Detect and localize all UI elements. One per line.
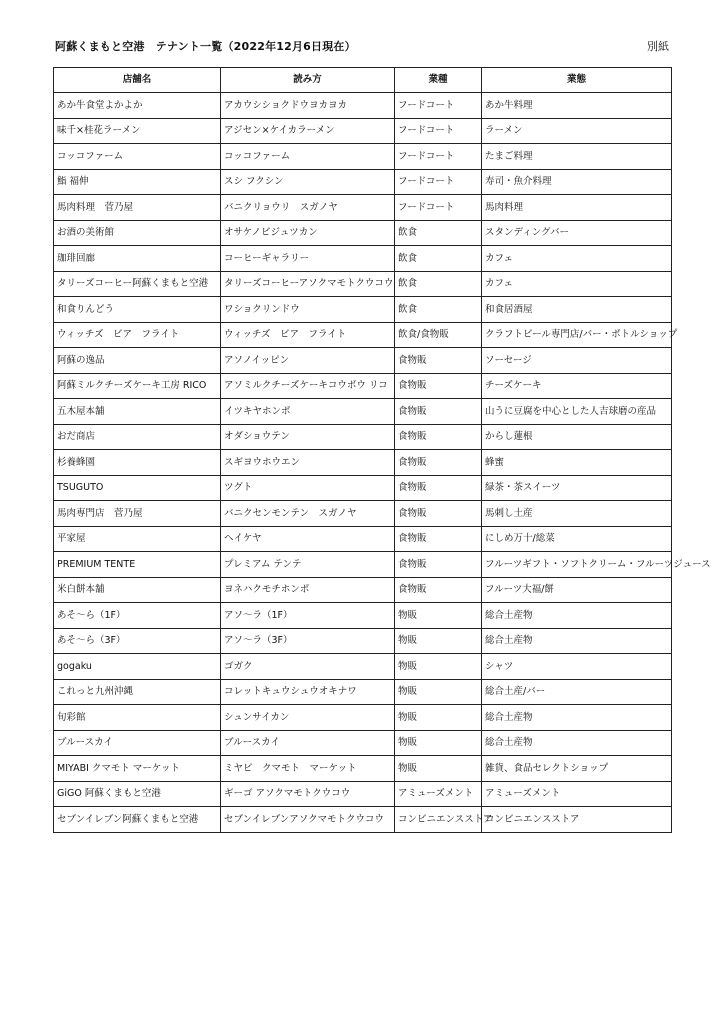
industry-cell: 食物販 xyxy=(395,348,482,374)
business-type-cell: 総合土産/バー xyxy=(482,679,672,705)
table-row xyxy=(54,93,672,119)
table-row xyxy=(54,654,672,680)
business-type-cell: チーズケーキ xyxy=(482,373,672,399)
table-row xyxy=(54,628,672,654)
store-name-cell: セブンイレブン阿蘇くまもと空港 xyxy=(54,807,221,833)
store-name-cell: コッコファーム xyxy=(54,144,221,170)
store-name-cell: gogaku xyxy=(54,654,221,680)
store-name-cell: あか牛食堂よかよか xyxy=(54,93,221,119)
business-type-cell: 総合土産物 xyxy=(482,730,672,756)
reading-cell: ヨネハクモチホンポ xyxy=(221,577,395,603)
business-type-cell: アミューズメント xyxy=(482,781,672,807)
reading-cell: スギヨウホウエン xyxy=(221,450,395,476)
industry-cell: 物販 xyxy=(395,654,482,680)
reading-cell: ゴガク xyxy=(221,654,395,680)
reading-cell: タリーズコーヒーアソクマモトクウコウ xyxy=(221,271,395,297)
table-row xyxy=(54,501,672,527)
industry-cell: 飲食 xyxy=(395,220,482,246)
business-type-cell: からし蓮根 xyxy=(482,424,672,450)
table-row xyxy=(54,756,672,782)
industry-cell: 飲食 xyxy=(395,297,482,323)
business-type-cell: カフェ xyxy=(482,246,672,272)
industry-cell: フードコート xyxy=(395,118,482,144)
business-type-cell: フルーツ大福/餅 xyxy=(482,577,672,603)
industry-cell: 飲食/食物販 xyxy=(395,322,482,348)
reading-cell: ウィッチズ ビア フライト xyxy=(221,322,395,348)
table-row xyxy=(54,450,672,476)
table-row xyxy=(54,195,672,221)
business-type-cell: シャツ xyxy=(482,654,672,680)
table-row xyxy=(54,144,672,170)
reading-cell: シュンサイカン xyxy=(221,705,395,731)
industry-cell: 飲食 xyxy=(395,271,482,297)
tenant-table xyxy=(53,67,711,833)
industry-cell: フードコート xyxy=(395,195,482,221)
table-row xyxy=(54,348,672,374)
store-name-cell: 旬彩館 xyxy=(54,705,221,731)
store-name-cell: PREMIUM TENTE xyxy=(54,552,221,578)
reading-cell: ツグト xyxy=(221,475,395,501)
reading-cell: コーヒーギャラリー xyxy=(221,246,395,272)
store-name-cell: あそ～ら（3F） xyxy=(54,628,221,654)
attachment-note: 別紙 xyxy=(647,40,669,53)
store-name-cell: ブルースカイ xyxy=(54,730,221,756)
reading-cell: ギーゴ アソクマモトクウコウ xyxy=(221,781,395,807)
reading-cell: オサケノビジュツカン xyxy=(221,220,395,246)
reading-cell: コレットキュウシュウオキナワ xyxy=(221,679,395,705)
reading-cell: ワショクリンドウ xyxy=(221,297,395,323)
reading-cell: アカウシショクドウヨカヨカ xyxy=(221,93,395,119)
business-type-cell: 山うに豆腐を中心とした人吉球磨の産品 xyxy=(482,399,672,425)
business-type-cell: コンビニエンスストア xyxy=(482,807,672,833)
table-row xyxy=(54,424,672,450)
reading-cell: アソ～ラ（1F） xyxy=(221,603,395,629)
reading-cell: バニクセンモンテン スガノヤ xyxy=(221,501,395,527)
document-title: 阿蘇くまもと空港 テナント一覧（2022年12月6日現在） xyxy=(55,40,356,53)
reading-cell: ミヤビ クマモト マーケット xyxy=(221,756,395,782)
industry-cell: 食物販 xyxy=(395,424,482,450)
table-row xyxy=(54,475,672,501)
table-row xyxy=(54,373,672,399)
store-name-cell: MIYABI クマモト マーケット xyxy=(54,756,221,782)
business-type-cell: 雑貨、食品セレクトショップ xyxy=(482,756,672,782)
table-row xyxy=(54,577,672,603)
reading-cell: アソ～ラ（3F） xyxy=(221,628,395,654)
header-industry: 業種 xyxy=(395,68,482,93)
business-type-cell: にしめ万十/総菜 xyxy=(482,526,672,552)
table-row xyxy=(54,807,672,833)
industry-cell: 物販 xyxy=(395,603,482,629)
industry-cell: アミューズメント xyxy=(395,781,482,807)
table-header-row xyxy=(54,68,672,93)
industry-cell: 食物販 xyxy=(395,450,482,476)
store-name-cell: 馬肉専門店 菅乃屋 xyxy=(54,501,221,527)
store-name-cell: TSUGUTO xyxy=(54,475,221,501)
industry-cell: フードコート xyxy=(395,93,482,119)
table-row xyxy=(54,271,672,297)
industry-cell: 食物販 xyxy=(395,577,482,603)
store-name-cell: 和食りんどう xyxy=(54,297,221,323)
reading-cell: セブンイレブンアソクマモトクウコウ xyxy=(221,807,395,833)
table-row xyxy=(54,781,672,807)
store-name-cell: 鮨 福伸 xyxy=(54,169,221,195)
reading-cell: プレミアム テンテ xyxy=(221,552,395,578)
business-type-cell: フルーツギフト・ソフトクリーム・フルーツジュース xyxy=(482,552,672,578)
reading-cell: バニクリョウリ スガノヤ xyxy=(221,195,395,221)
business-type-cell: 馬刺し土産 xyxy=(482,501,672,527)
industry-cell: 食物販 xyxy=(395,373,482,399)
store-name-cell: ウィッチズ ビア フライト xyxy=(54,322,221,348)
industry-cell: 物販 xyxy=(395,628,482,654)
industry-cell: 食物販 xyxy=(395,552,482,578)
industry-cell: 物販 xyxy=(395,679,482,705)
business-type-cell: 馬肉料理 xyxy=(482,195,672,221)
table-row xyxy=(54,118,672,144)
table-row xyxy=(54,169,672,195)
table-row xyxy=(54,220,672,246)
tenant-rows xyxy=(54,93,711,833)
store-name-cell: 阿蘇ミルクチーズケーキ工房 RICO xyxy=(54,373,221,399)
store-name-cell: 珈琲回廊 xyxy=(54,246,221,272)
industry-cell: コンビニエンスストア xyxy=(395,807,482,833)
reading-cell: アソミルクチーズケーキコウボウ リコ xyxy=(221,373,395,399)
business-type-cell: 総合土産物 xyxy=(482,705,672,731)
industry-cell: 食物販 xyxy=(395,475,482,501)
store-name-cell: お酒の美術館 xyxy=(54,220,221,246)
table-row xyxy=(54,552,672,578)
table-row xyxy=(54,705,672,731)
industry-cell: フードコート xyxy=(395,169,482,195)
store-name-cell: おだ商店 xyxy=(54,424,221,450)
table-row xyxy=(54,246,672,272)
store-name-cell: 味千×桂花ラーメン xyxy=(54,118,221,144)
store-name-cell: タリーズコーヒー阿蘇くまもと空港 xyxy=(54,271,221,297)
industry-cell: 飲食 xyxy=(395,246,482,272)
business-type-cell: たまご料理 xyxy=(482,144,672,170)
business-type-cell: 緑茶・茶スイーツ xyxy=(482,475,672,501)
business-type-cell: ラーメン xyxy=(482,118,672,144)
header-reading: 読み方 xyxy=(221,68,395,93)
business-type-cell: クラフトビール専門店/バー・ボトルショップ xyxy=(482,322,672,348)
table-row xyxy=(54,399,672,425)
table-row xyxy=(54,679,672,705)
industry-cell: 物販 xyxy=(395,705,482,731)
table-row xyxy=(54,322,672,348)
reading-cell: ヘイケヤ xyxy=(221,526,395,552)
reading-cell: オダショウテン xyxy=(221,424,395,450)
store-name-cell: GiGO 阿蘇くまもと空港 xyxy=(54,781,221,807)
table-row xyxy=(54,730,672,756)
business-type-cell: あか牛料理 xyxy=(482,93,672,119)
store-name-cell: これっと九州沖縄 xyxy=(54,679,221,705)
business-type-cell: スタンディングバー xyxy=(482,220,672,246)
reading-cell: イツキヤホンポ xyxy=(221,399,395,425)
business-type-cell: 寿司・魚介料理 xyxy=(482,169,672,195)
business-type-cell: ソーセージ xyxy=(482,348,672,374)
header-store-name: 店舗名 xyxy=(54,68,221,93)
industry-cell: 食物販 xyxy=(395,501,482,527)
store-name-cell: 杉養蜂園 xyxy=(54,450,221,476)
store-name-cell: 馬肉料理 菅乃屋 xyxy=(54,195,221,221)
industry-cell: 物販 xyxy=(395,756,482,782)
business-type-cell: 総合土産物 xyxy=(482,603,672,629)
table-row xyxy=(54,526,672,552)
table-row xyxy=(54,297,672,323)
business-type-cell: 和食居酒屋 xyxy=(482,297,672,323)
reading-cell: スシ フクシン xyxy=(221,169,395,195)
store-name-cell: 米白餅本舗 xyxy=(54,577,221,603)
business-type-cell: カフェ xyxy=(482,271,672,297)
store-name-cell: 五木屋本舗 xyxy=(54,399,221,425)
reading-cell: アソノイッピン xyxy=(221,348,395,374)
industry-cell: 食物販 xyxy=(395,399,482,425)
industry-cell: フードコート xyxy=(395,144,482,170)
header-business-type: 業態 xyxy=(482,68,672,93)
store-name-cell: 阿蘇の逸品 xyxy=(54,348,221,374)
table-row xyxy=(54,603,672,629)
industry-cell: 食物販 xyxy=(395,526,482,552)
reading-cell: ブルースカイ xyxy=(221,730,395,756)
industry-cell: 物販 xyxy=(395,730,482,756)
business-type-cell: 蜂蜜 xyxy=(482,450,672,476)
reading-cell: コッコファーム xyxy=(221,144,395,170)
reading-cell: アジセン×ケイカラーメン xyxy=(221,118,395,144)
store-name-cell: 平家屋 xyxy=(54,526,221,552)
store-name-cell: あそ～ら（1F） xyxy=(54,603,221,629)
business-type-cell: 総合土産物 xyxy=(482,628,672,654)
